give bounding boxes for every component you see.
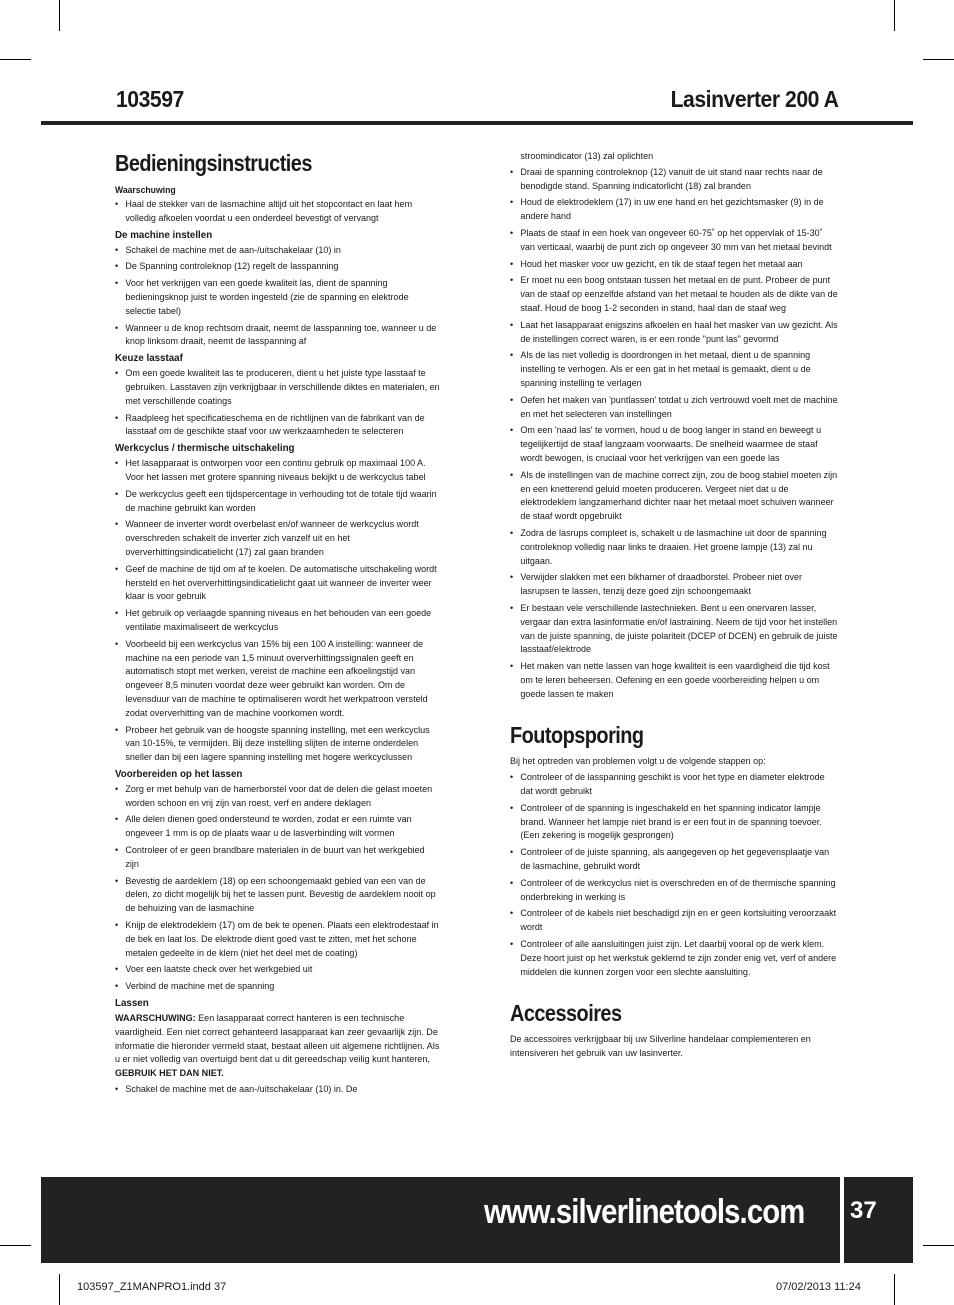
list-item: [115, 518, 440, 559]
list-item-text: Controleer of de spanning is ingeschakeld en het spanning indicator lampje brand. Wanneer het lampje niet brand is er een fout in de spanning toevoer. (Een zekering is mogelijk gesprongen): [520, 802, 822, 842]
list-item-text: Het maken van nette lassen van hoge kwaliteit is een vaardigheid die tijd kost om te leren beheersen. Oefening en een goede voorbereiding helpen u om goede lassen te maken: [520, 661, 830, 700]
rod-label: Keuze lasstaaf: [115, 353, 183, 365]
left-column: [115, 150, 440, 1100]
bullet-icon: •: [510, 258, 514, 270]
list-item-text: Raadpleeg het specificatieschema en de richtlijnen van de fabrikant van de lasstaaf om de geschikte staaf voor uw werkzaamheden te selecteren: [125, 412, 425, 438]
list-item-text: Bevestig de aardeklem (18) op een schoongemaakt gebied van een van de delen, zo dicht mogelijk bij het te lassen punt. Bevestig de aardeklem nooit op de behuizing van de lasmachine: [125, 875, 436, 915]
prep-list: [115, 783, 440, 994]
setup-list: [115, 244, 440, 350]
bullet-icon: •: [115, 261, 119, 273]
list-item-text: Haal de stekker van de lasmachine altijd uit het stopcontact en laat hem volledig afkoelen voordat u een onderdeel bevestigt of vervangt: [125, 199, 413, 224]
list-item: [510, 907, 839, 935]
slug-date: 07/02/2013 11:24: [776, 1281, 861, 1293]
list-item-text: Knijp de elektrodeklem (17) om de bek te openen. Plaats een elektrodestaaf in de bek en laat los. De elektrode dient goed vast te zitten, met het schone metalen gedeelte in de klem (niet het deel met de coating): [125, 920, 439, 959]
cycle-label: Werkcyclus / thermische uitschakeling: [115, 443, 295, 455]
list-item-text: Er bestaan vele verschillende lastechnieken. Bent u een onervaren lasser, vergaar dan extra lasinformatie en/of lastraining. Neem de tijd voor het instellen van de juiste spanning, de juiste polariteit (DCEP of DCEN) en gebruik de juiste lasstaaf/elektrode: [520, 602, 838, 656]
trouble-list: [510, 771, 839, 979]
crop-mark: [0, 59, 31, 60]
list-item: [115, 457, 440, 485]
list-item-text: Schakel de machine met de aan-/uitschakelaar (10) in: [125, 244, 341, 256]
crop-mark: [0, 1245, 31, 1246]
list-item-text: Controleer of de lasspanning geschikt is voor het type en diameter elektrode dat wordt gebruikt: [520, 772, 825, 798]
list-item: [115, 844, 440, 872]
list-item-text: Controleer of alle aansluitingen juist zijn. Let daarbij vooral op de werk klem. Deze hoort juist op het werkstuk geklemd te zijn zonder enig vet, verf of andere middelen die kunnen zorgen voor een slechte aansluiting.: [520, 939, 837, 978]
bullet-icon: •: [115, 783, 119, 795]
list-item-text: Verwijder slakken met een bikhamer of draadborstel. Probeer niet over lasrupsen te lassen, tenzij deze goed zijn schoongemaakt: [520, 572, 803, 598]
bullet-icon: •: [510, 469, 514, 481]
weld-warning: [115, 1012, 440, 1081]
bullet-icon: •: [115, 368, 119, 380]
list-item-text: Draai de spanning controleknop (12) vanuit de uit stand naar rechts naar de benodigde stand. Spanning indicatorlicht (18) zal branden: [520, 166, 823, 192]
bullet-icon: •: [115, 845, 119, 857]
list-item: [510, 938, 839, 979]
bullet-icon: •: [115, 458, 119, 470]
list-item: [115, 980, 440, 994]
list-item: [510, 802, 839, 843]
header-rule: [41, 121, 913, 125]
slug-file: 103597_Z1MANPRO1.indd 37: [77, 1281, 227, 1293]
bullet-icon: •: [115, 488, 119, 500]
page-number: 37: [850, 1197, 877, 1224]
bullet-icon: •: [510, 350, 514, 362]
list-item-text: Als de las niet volledig is doordrongen in het metaal, dient u de spanning instelling te verhogen. Als er een gat in het metaal is gemaakt, dient u de spanning instelling te verlagen: [520, 350, 811, 389]
list-item-text: Controleer of de werkcyclus niet is overschreden en of de thermische spanning onderbreking in werking is: [520, 877, 836, 903]
accessories-text: De accessoires verkrijgbaar bij uw Silverline handelaar complementeren en intensiveren het gebruik van uw lasinverter.: [510, 1034, 811, 1060]
list-item: [510, 660, 839, 701]
bullet-icon: •: [115, 563, 119, 575]
rod-list: [115, 367, 440, 439]
list-item: [510, 349, 839, 390]
bullet-icon: •: [115, 278, 119, 290]
bullet-icon: •: [115, 981, 119, 993]
crop-mark: [923, 1245, 954, 1246]
list-item-text: Laat het lasapparaat enigszins afkoelen en haal het masker van uw gezicht. Als de instellingen correct waren, is er een ronde "punt las" gevormd: [520, 319, 838, 345]
bullet-icon: •: [115, 724, 119, 736]
list-item-text: Voer een laatste check over het werkgebied uit: [125, 964, 313, 976]
list-item: [510, 319, 839, 347]
list-item-text: Zorg er met behulp van de hamerborstel voor dat de delen die gelast moeten worden schoon en vrij zijn van roest, verf en andere deklagen: [125, 783, 433, 809]
weld-warning-text: Een lasapparaat correct hanteren is een technische vaardigheid. Een niet correct gehanteerd lasapparaat kan zeer gevaarlijk zijn. De informatie die hieronder vermeld staat, bestaat alleen uit algemene richtlijnen. Als u er niet volledig van overtuigd bent dat u dit gereedschap veilig kunt hanteren,: [115, 1013, 440, 1066]
bullet-icon: •: [510, 197, 514, 209]
weld-list-right: [510, 166, 839, 702]
setup-label: De machine instellen: [115, 229, 213, 241]
bullet-icon: •: [510, 908, 514, 920]
list-item-text: De werkcyclus geeft een tijdspercentage in verhouding tot de totale tijd waarin de machine gebruikt kan worden: [125, 488, 437, 514]
product-title: Lasinverter 200 A: [670, 86, 838, 112]
bullet-icon: •: [510, 847, 514, 859]
continued-line: stroomindicator (13) zal oplichten: [520, 151, 654, 162]
list-item: [115, 260, 440, 274]
warning-list: [115, 198, 440, 226]
list-item: [115, 277, 440, 318]
list-item-text: Wanneer de inverter wordt overbelast en/of wanneer de werkcyclus wordt overschreden schakelt de inverter zich vanzelf uit en het oververhittingsindicatielicht (17) zal gaan branden: [125, 519, 419, 558]
list-item-text: Houd de elektrodeklem (17) in uw ene hand en het gezichtsmasker (9) in de andere hand: [520, 197, 824, 223]
list-item-text: Controleer of de juiste spanning, als aangegeven op het gegevensplaatje van de lasmachine, gebruikt wordt: [520, 847, 830, 873]
bullet-icon: •: [510, 227, 514, 239]
list-item-text: Oefen het maken van 'puntlassen' totdat u zich vertrouwd voelt met de machine en met het selecteren van instellingen: [520, 394, 838, 420]
list-item: [115, 322, 440, 350]
cycle-list: [115, 457, 440, 765]
list-item-text: Geef de machine de tijd om af te koelen. De automatische uitschakeling wordt hersteld en het oververhittingsindicatielicht gaat uit wanneer de inverter weer klaar is voor gebruik: [125, 563, 437, 603]
list-item: [115, 875, 440, 916]
list-item: [115, 198, 440, 226]
bullet-icon: •: [510, 939, 514, 951]
list-item-text: Houd het masker voor uw gezicht, en tik de staaf tegen het metaal aan: [520, 258, 803, 270]
crop-mark: [923, 59, 954, 60]
list-item: [510, 258, 839, 272]
bullet-icon: •: [115, 412, 119, 424]
bullet-icon: •: [115, 1084, 119, 1096]
bullet-icon: •: [115, 964, 119, 976]
section-heading-accessories: Accessoires: [510, 1000, 622, 1027]
section-heading-troubleshooting: Foutopsporing: [510, 722, 644, 749]
bullet-icon: •: [510, 802, 514, 814]
list-item-text: Om een 'naad las' te vormen, houd u de boog langer in stand en beweegt u tegelijkertijd de staaf langzaam voorwaarts. De snelheid waarmee de staaf wordt bewogen, is cruciaal voor het verkrijgen van een goede las: [520, 425, 822, 464]
list-item: [510, 571, 839, 599]
prep-label: Voorbereiden op het lassen: [115, 768, 243, 780]
list-item-text: De Spanning controleknop (12) regelt de lasspanning: [125, 261, 339, 273]
bullet-icon: •: [115, 638, 119, 650]
list-item: [510, 527, 839, 568]
bullet-icon: •: [510, 275, 514, 287]
list-item: [115, 813, 440, 841]
bullet-icon: •: [510, 602, 514, 614]
list-item: [115, 367, 440, 408]
bullet-icon: •: [115, 875, 119, 887]
list-item-text: Verbind de machine met de spanning: [125, 981, 275, 993]
list-item-text: Er moet nu een boog ontstaan tussen het metaal en de punt. Probeer de punt van de staaf op eenzelfde afstand van het metaal te houden als de dikte van de staaf. Houd de boog 1-2 seconden in stand, haal dan de staaf weg: [520, 275, 838, 314]
website-url[interactable]: www.silverlinetools.com: [484, 1193, 805, 1231]
bullet-icon: •: [510, 572, 514, 584]
list-item: [510, 394, 839, 422]
warning-label: Waarschuwing: [115, 185, 176, 195]
list-item: [115, 607, 440, 635]
bullet-icon: •: [115, 322, 119, 334]
bullet-icon: •: [115, 920, 119, 932]
list-item: [510, 227, 839, 255]
product-code: 103597: [116, 86, 184, 112]
list-item-text: Voor het verkrijgen van een goede kwaliteit las, dient de spanning bedieningsknop juist te worden ingesteld (zie de spanning en elektrode selectie tabel): [125, 278, 409, 317]
bullet-icon: •: [510, 166, 514, 178]
bullet-icon: •: [115, 608, 119, 620]
crop-mark: [59, 1274, 60, 1305]
bullet-icon: •: [510, 394, 514, 406]
list-item: [510, 196, 839, 224]
bullet-icon: •: [510, 425, 514, 437]
list-item: [510, 274, 839, 315]
bullet-icon: •: [510, 319, 514, 331]
list-item-text: Als de instellingen van de machine correct zijn, zou de boog stabiel moeten zijn en een knetterend geluid moeten produceren. Vergeet niet dat u de elektrodeklem langzamerhand dichter naar het metaal moet schuiven wanneer de staaf wordt opgebruikt: [520, 469, 838, 523]
weld-warning-end: GEBRUIK HET DAN NIET.: [115, 1068, 224, 1080]
crop-mark: [894, 0, 895, 31]
list-item: [115, 724, 440, 765]
weld-warning-bold: WAARSCHUWING:: [115, 1013, 196, 1025]
list-item: [510, 424, 839, 465]
list-item-text: Controleer of de kabels niet beschadigd zijn en er geen kortsluiting veroorzaakt wordt: [520, 908, 837, 934]
list-item-text: Probeer het gebruik van de hoogste spanning instelling, met een werkcyclus van 10-15%, te vermijden. Bij deze instelling slijten de interne onderdelen sneller dan bij een lagere spanning instelling met hogere werkcyclussen: [125, 724, 430, 764]
list-item-text: Zodra de lasrups compleet is, schakelt u de lasmachine uit door de spanning controleknop volledig naar links te draaien. Het groene lampje (13) zal nu uitgaan.: [520, 527, 827, 567]
list-item: [510, 469, 839, 524]
list-item: [510, 771, 839, 799]
list-item-text: Alle delen dienen goed ondersteund te worden, zodat er een ruimte van ongeveer 1 mm is op de plaats waar u de lasverbinding wilt vormen: [125, 814, 412, 840]
list-item: [510, 166, 839, 194]
bullet-icon: •: [115, 199, 119, 210]
weld-label: Lassen: [115, 998, 149, 1010]
bullet-icon: •: [510, 661, 514, 673]
list-item-text: Controleer of er geen brandbare materialen in de buurt van het werkgebied zijn: [125, 845, 425, 870]
list-item: [115, 783, 440, 811]
list-item-text: Om een goede kwaliteit las te produceren, dient u het juiste type lasstaaf te gebruiken. Lasstaven zijn verkrijgbaar in verschillende diktes en materialen, en met verschillende coatings: [125, 368, 440, 407]
list-item: [115, 1083, 440, 1097]
section-heading-operation: Bedieningsinstructies: [115, 150, 312, 176]
list-item: [510, 846, 839, 874]
weld-list-left: [115, 1083, 440, 1097]
list-item: [510, 877, 839, 905]
page-divider: [840, 1177, 844, 1263]
right-column: [510, 150, 839, 1063]
list-item: [115, 638, 440, 721]
list-item: [115, 963, 440, 977]
bullet-icon: •: [115, 519, 119, 531]
list-item-text: Het lasapparaat is ontworpen voor een continu gebruik op maximaal 100 A. Voor het lassen met grotere spanning niveaus bekijkt u de werkcyclus tabel: [125, 458, 426, 483]
bullet-icon: •: [510, 527, 514, 539]
crop-mark: [59, 0, 60, 31]
list-item-text: Wanneer u de knop rechtsom draait, neemt de lasspanning toe, wanneer u de knop linksom draait, neemt de lasspanning af: [125, 322, 437, 348]
list-item-text: Plaats de staaf in een hoek van ongeveer 60-75˚ op het oppervlak of 15-30˚ van verticaal, waarbij de punt zich op ongeveer 30 mm van het metaal bevindt: [520, 227, 832, 253]
bullet-icon: •: [115, 244, 119, 256]
list-item: [115, 244, 440, 258]
list-item-text: Het gebruik op verlaagde spanning niveaus en het behouden van een goede ventilatie maximaliseert de werkcyclus: [125, 608, 432, 633]
list-item-text: Schakel de machine met de aan-/uitschakelaar (10) in. De: [125, 1084, 358, 1096]
bullet-icon: •: [510, 877, 514, 889]
list-item: [115, 412, 440, 440]
bullet-icon: •: [115, 814, 119, 826]
list-item: [510, 602, 839, 657]
crop-mark: [894, 1274, 895, 1305]
bullet-icon: •: [510, 772, 514, 784]
list-item-text: Voorbeeld bij een werkcyclus van 15% bij een 100 A instelling: wanneer de machine na een periode van 1,5 minuut oververhittingssignalen geeft en automatisch stopt met werken, vereist de machine een afkoelingstijd van ongeveer 8,5 minuten voordat deze weer gebruikt kan worden. Om de levensduur van de machine te optimaliseren wordt het werkpatroon versteld zodat oververhitting van de machine voorkomen wordt.: [125, 638, 428, 719]
list-item: [115, 919, 440, 960]
list-item: [115, 488, 440, 516]
list-item: [115, 563, 440, 604]
trouble-intro: Bij het optreden van problemen volgt u de volgende stappen op:: [510, 756, 766, 768]
